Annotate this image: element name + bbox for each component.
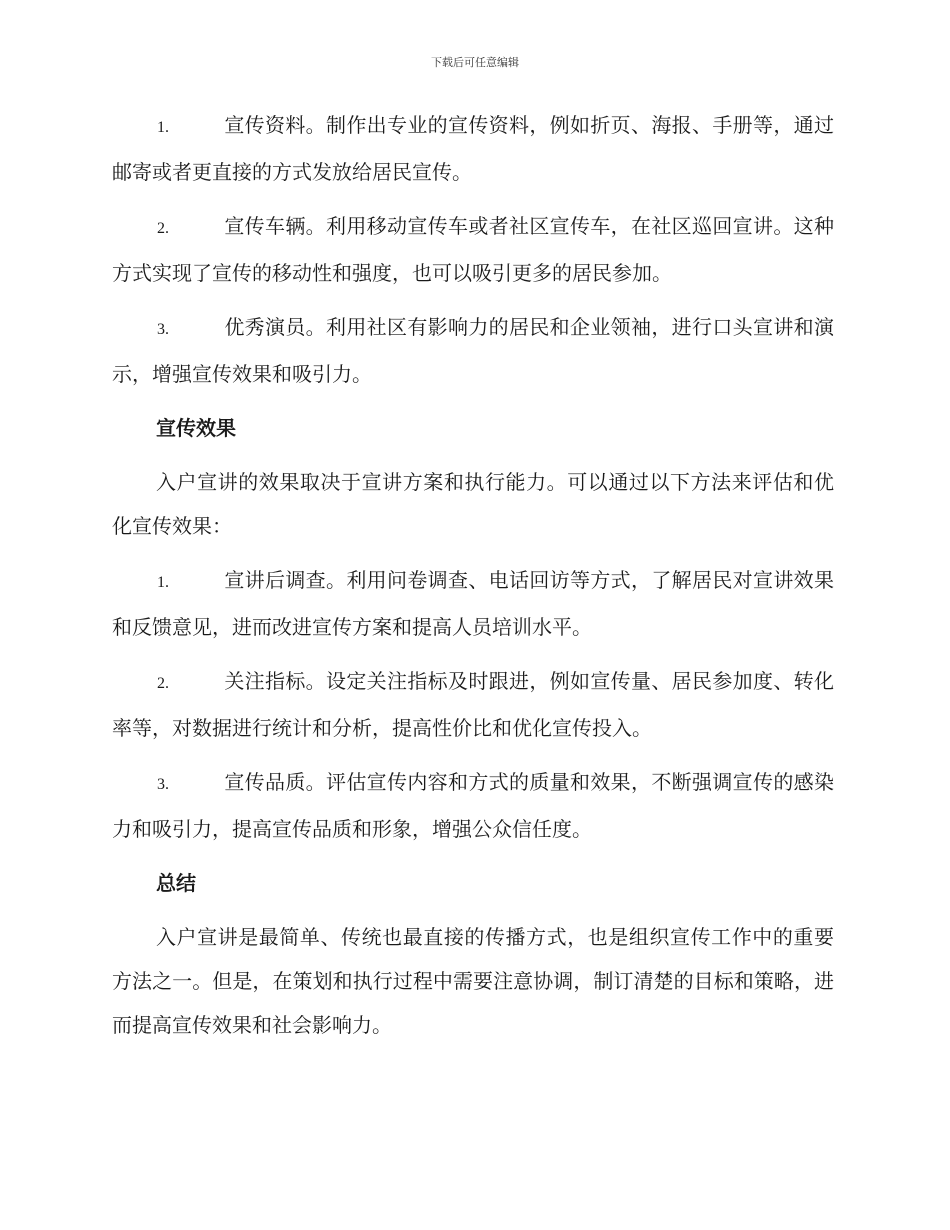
- list-text: 关注指标。设定关注指标及时跟进，例如宣传量、居民参加度、转化率等，对数据进行统计和分析，提高性价比和优化宣传投入。: [112, 669, 834, 740]
- list-number: 1.: [157, 574, 169, 591]
- list-item: [112, 204, 834, 295]
- list-number: 2.: [157, 220, 169, 237]
- section-heading-effect: 宣传效果: [156, 416, 236, 440]
- summary-paragraph: 入户宣讲是最简单、传统也最直接的传播方式，也是组织宣传工作中的重要方法之一。但是，在策划和执行过程中需要注意协调，制订清楚的目标和策略，进而提高宣传效果和社会影响力。: [112, 925, 834, 1037]
- section-intro-paragraph: 入户宣讲的效果取决于宣讲方案和执行能力。可以通过以下方法来评估和优化宣传效果：: [112, 470, 834, 538]
- list-text: 宣传车辆。利用移动宣传车或者社区宣传车，在社区巡回宣讲。这种方式实现了宣传的移动性和强度，也可以吸引更多的居民参加。: [112, 214, 834, 285]
- list-number: 3.: [157, 321, 169, 338]
- list-item: [112, 103, 834, 194]
- list-number: 3.: [157, 776, 169, 793]
- list-text: 宣传品质。评估宣传内容和方式的质量和效果，不断强调宣传的感染力和吸引力，提高宣传品质和形象，增强公众信任度。: [112, 770, 834, 841]
- list-item: [112, 305, 834, 396]
- section-heading-summary: 总结: [156, 871, 196, 895]
- list-item: [112, 659, 834, 750]
- list-number: 1.: [157, 119, 169, 136]
- list-number: 2.: [157, 675, 169, 692]
- list-item: [112, 760, 834, 851]
- list-text: 优秀演员。利用社区有影响力的居民和企业领袖，进行口头宣讲和演示，增强宣传效果和吸引力。: [112, 315, 834, 386]
- list-text: 宣讲后调查。利用问卷调查、电话回访等方式，了解居民对宣讲效果和反馈意见，进而改进宣传方案和提高人员培训水平。: [112, 568, 834, 639]
- list-item: [112, 558, 834, 649]
- page-header: 下载后可任意编辑: [431, 56, 519, 69]
- document-body: [112, 103, 834, 1057]
- list-text: 宣传资料。制作出专业的宣传资料，例如折页、海报、手册等，通过邮寄或者更直接的方式发放给居民宣传。: [112, 113, 834, 184]
